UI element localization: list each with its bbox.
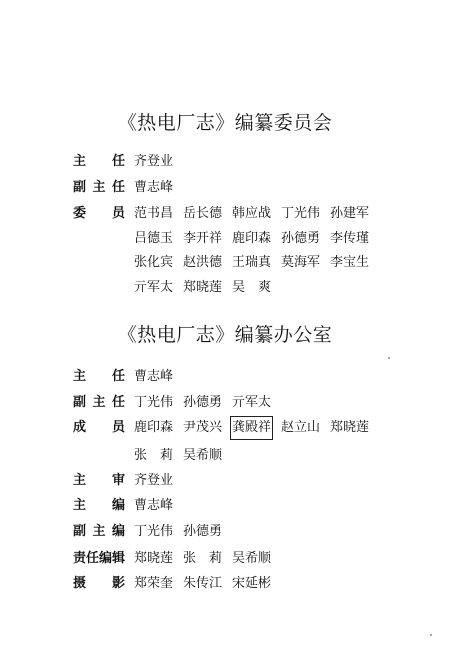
member-name: 孙德勇 <box>281 231 321 246</box>
role-label <box>73 496 125 516</box>
role-label-char: 影 <box>111 576 125 591</box>
committee-row <box>0 253 450 273</box>
role-label-char: 副 <box>73 180 87 195</box>
role-label <box>73 253 125 273</box>
member-name: 赵洪德 <box>183 255 223 270</box>
member-name: 齐登业 <box>134 473 174 488</box>
member-name: 朱传江 <box>183 576 223 591</box>
member-name: 王瑞真 <box>232 255 272 270</box>
member-name: 李传瑾 <box>330 231 370 246</box>
role-label-char: 主 <box>92 180 106 195</box>
member-name: 丁光伟 <box>134 395 174 410</box>
role-label-char: 任 <box>111 369 125 384</box>
member-name: 尹茂兴 <box>183 420 223 435</box>
member-name: 吴希顺 <box>183 448 223 463</box>
role-label-char: 成 <box>73 420 87 435</box>
role-label-char: 编 <box>111 524 125 539</box>
role-label <box>73 522 125 542</box>
member-name: 吴 爽 <box>232 280 272 295</box>
role-label-char: 辑 <box>112 551 126 566</box>
role-label-char: 任 <box>86 551 100 566</box>
role-label-char: 任 <box>111 180 125 195</box>
committee-row <box>0 229 450 249</box>
member-name: 韩应战 <box>232 206 272 221</box>
member-name: 郑晓莲 <box>183 280 223 295</box>
office-row <box>0 522 450 542</box>
office-row <box>0 496 450 516</box>
member-name: 岳长德 <box>183 206 223 221</box>
office-title: 《热电厂志》编纂办公室 <box>117 324 333 346</box>
role-label-char: 编 <box>99 551 113 566</box>
role-label-char: 副 <box>73 524 87 539</box>
office-row <box>0 574 450 594</box>
role-label-char: 任 <box>111 395 125 410</box>
role-label-char: 主 <box>73 154 87 169</box>
member-name: 孙德勇 <box>183 395 223 410</box>
committee-row <box>0 152 450 172</box>
office-row <box>0 367 450 387</box>
speck-mark <box>430 634 432 636</box>
member-name: 李开祥 <box>183 231 223 246</box>
office-row <box>0 549 450 569</box>
member-name: 亓军太 <box>134 280 174 295</box>
member-name: 鹿印森 <box>134 420 174 435</box>
role-label-char: 副 <box>73 395 87 410</box>
role-label-char: 责 <box>73 551 87 566</box>
role-label <box>73 229 125 249</box>
member-name: 吕德玉 <box>134 231 174 246</box>
member-name: 李宝生 <box>330 255 370 270</box>
committee-row <box>0 178 450 198</box>
role-label <box>73 278 125 298</box>
role-label-char: 主 <box>73 498 87 513</box>
member-name: 曹志峰 <box>134 180 174 195</box>
member-name: 孙建军 <box>330 206 370 221</box>
role-label-char: 主 <box>92 524 106 539</box>
member-name: 鹿印森 <box>232 231 272 246</box>
member-name: 龚殿祥 <box>232 418 271 438</box>
role-label-char: 摄 <box>73 576 87 591</box>
member-name: 范书昌 <box>134 206 174 221</box>
role-label <box>73 471 125 491</box>
role-label-char: 委 <box>73 206 87 221</box>
member-name: 齐登业 <box>134 154 174 169</box>
role-label <box>73 152 125 172</box>
member-name: 宋延彬 <box>232 576 272 591</box>
member-name: 吴希顺 <box>232 551 272 566</box>
member-name: 郑荣奎 <box>134 576 174 591</box>
role-label-char: 主 <box>73 369 87 384</box>
role-label-char: 主 <box>92 395 106 410</box>
office-row <box>0 446 450 466</box>
role-label <box>73 549 125 569</box>
speck-mark <box>388 357 390 359</box>
office-row <box>0 418 450 438</box>
committee-row <box>0 278 450 298</box>
member-name: 郑晓莲 <box>134 551 174 566</box>
role-label-char: 任 <box>111 154 125 169</box>
role-label <box>73 393 125 413</box>
role-label <box>73 418 125 438</box>
role-label <box>73 574 125 594</box>
member-name: 孙德勇 <box>183 524 223 539</box>
committee-title: 《热电厂志》编纂委员会 <box>117 112 333 134</box>
role-label <box>73 178 125 198</box>
member-name: 丁光伟 <box>134 524 174 539</box>
role-label <box>73 204 125 224</box>
role-label-char: 编 <box>111 498 125 513</box>
member-name: 赵立山 <box>281 420 321 435</box>
member-name: 丁光伟 <box>281 206 321 221</box>
member-name: 莫海军 <box>281 255 321 270</box>
member-name: 亓军太 <box>232 395 272 410</box>
member-name: 曹志峰 <box>134 369 174 384</box>
member-name: 张 莉 <box>183 551 223 566</box>
role-label-char: 员 <box>111 420 125 435</box>
role-label-char: 审 <box>111 473 125 488</box>
role-label <box>73 446 125 466</box>
member-name: 曹志峰 <box>134 498 174 513</box>
committee-row <box>0 204 450 224</box>
office-row <box>0 393 450 413</box>
member-name: 张化宾 <box>134 255 174 270</box>
role-label-char: 主 <box>73 473 87 488</box>
member-name: 张 莉 <box>134 448 174 463</box>
role-label <box>73 367 125 387</box>
role-label-char: 员 <box>111 206 125 221</box>
office-row <box>0 471 450 491</box>
member-name: 郑晓莲 <box>330 420 370 435</box>
